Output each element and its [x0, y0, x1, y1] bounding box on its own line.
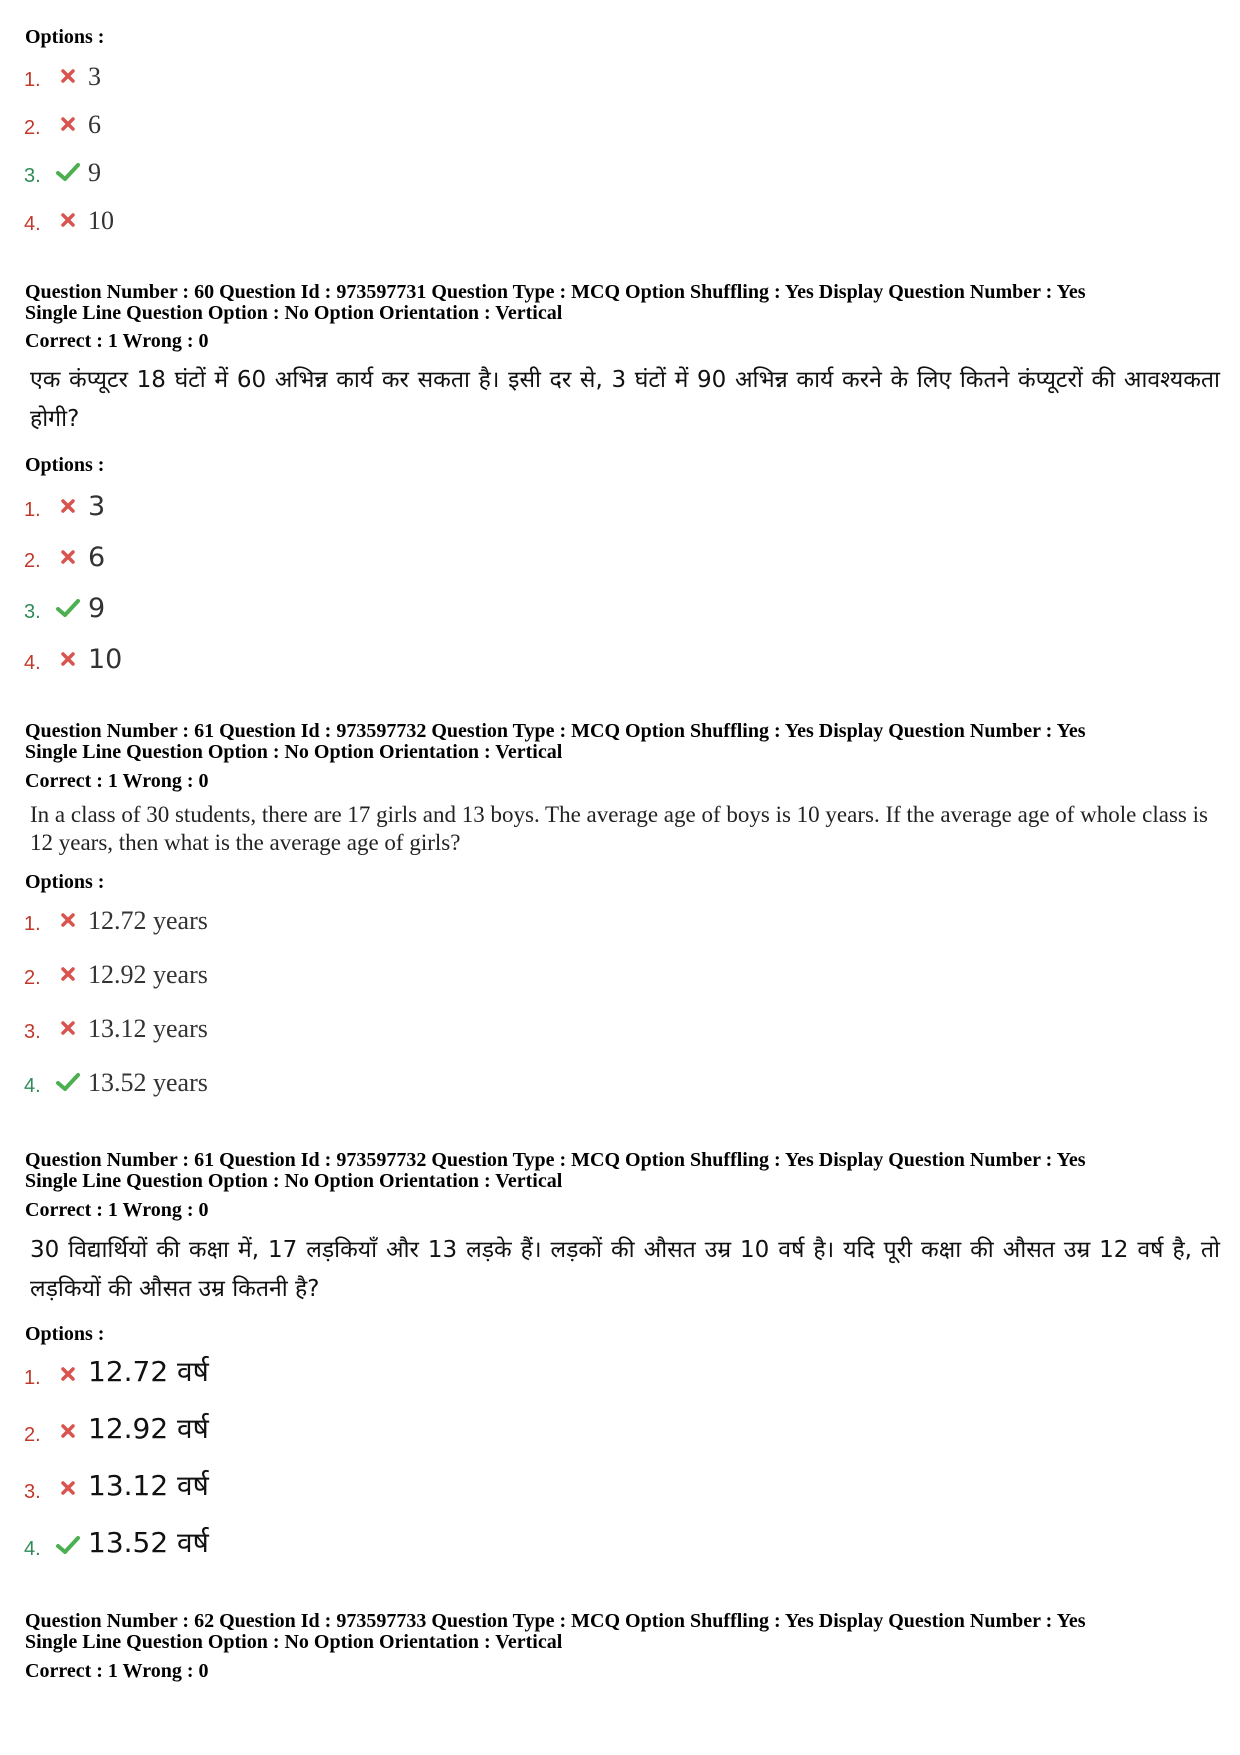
option-value: 12.92 वर्ष — [88, 1412, 209, 1445]
option-item — [24, 1464, 209, 1504]
option-number: 2. — [24, 1424, 41, 1446]
option-item — [24, 584, 105, 624]
question-meta-line2: Single Line Question Option : No Option Orientation : Vertical — [25, 1631, 563, 1653]
options-label: Options : — [25, 1323, 105, 1345]
option-number: 3. — [24, 1481, 41, 1503]
options-label: Options : — [25, 26, 105, 48]
option-item — [24, 635, 122, 675]
cross-icon — [48, 960, 88, 988]
check-icon — [48, 1531, 88, 1559]
check-icon — [48, 594, 88, 622]
option-number: 4. — [24, 1538, 41, 1560]
option-item — [24, 196, 114, 236]
cross-icon — [48, 1474, 88, 1502]
option-value: 13.12 years — [88, 1014, 208, 1043]
option-number: 1. — [24, 69, 41, 91]
option-item — [24, 533, 105, 573]
option-value: 3 — [88, 491, 106, 522]
cross-icon — [48, 1014, 88, 1042]
option-item — [24, 52, 101, 92]
option-value: 12.92 years — [88, 960, 208, 989]
question-text: एक कंप्यूटर 18 घंटों में 60 अभिन्न कार्य कर सकता है। इसी दर से, 3 घंटों में 90 अभिन्न कार्य करने के लिए कितने कंप्यूटरों की आवश्यकता होगी? — [30, 367, 1220, 432]
option-value: 3 — [88, 62, 101, 91]
question-meta-line2: Single Line Question Option : No Option Orientation : Vertical — [25, 302, 563, 324]
cross-icon — [48, 110, 88, 138]
option-item — [24, 100, 101, 140]
option-number: 3. — [24, 601, 41, 623]
cross-icon — [48, 206, 88, 234]
option-number: 1. — [24, 1367, 41, 1389]
option-item — [24, 148, 101, 188]
option-number: 4. — [24, 213, 41, 235]
option-item — [24, 1407, 209, 1447]
cross-icon — [48, 906, 88, 934]
question-meta-line1: Question Number : 62 Question Id : 973597733 Question Type : MCQ Option Shuffling : Yes Display Question Number : Yes — [25, 1610, 1086, 1632]
option-number: 1. — [24, 913, 41, 935]
question-marks: Correct : 1 Wrong : 0 — [25, 330, 209, 352]
option-value: 13.52 वर्ष — [88, 1526, 209, 1559]
question-marks: Correct : 1 Wrong : 0 — [25, 1199, 209, 1221]
option-value: 10 — [88, 644, 123, 675]
option-number: 2. — [24, 117, 41, 139]
option-value: 10 — [88, 206, 114, 235]
cross-icon — [48, 543, 88, 571]
option-item — [24, 1350, 209, 1390]
question-marks: Correct : 1 Wrong : 0 — [25, 770, 209, 792]
option-item — [24, 1004, 208, 1044]
check-icon — [48, 158, 88, 186]
option-value: 9 — [88, 593, 106, 624]
option-item — [24, 950, 208, 990]
check-icon — [48, 1068, 88, 1096]
option-value: 9 — [88, 158, 101, 187]
option-number: 4. — [24, 652, 41, 674]
option-item — [24, 1058, 208, 1098]
option-number: 3. — [24, 1021, 41, 1043]
question-marks: Correct : 1 Wrong : 0 — [25, 1660, 209, 1682]
option-value: 12.72 years — [88, 906, 208, 935]
options-label: Options : — [25, 454, 105, 476]
option-value: 6 — [88, 110, 101, 139]
question-meta-line1: Question Number : 61 Question Id : 973597732 Question Type : MCQ Option Shuffling : Yes Display Question Number : Yes — [25, 720, 1086, 742]
option-number: 3. — [24, 165, 41, 187]
option-number: 1. — [24, 499, 41, 521]
question-meta-line1: Question Number : 61 Question Id : 973597732 Question Type : MCQ Option Shuffling : Yes Display Question Number : Yes — [25, 1149, 1086, 1171]
question-meta-line2: Single Line Question Option : No Option Orientation : Vertical — [25, 1170, 563, 1192]
options-label: Options : — [25, 871, 105, 893]
option-number: 2. — [24, 550, 41, 572]
option-value: 13.52 years — [88, 1068, 208, 1097]
option-item — [24, 482, 105, 522]
cross-icon — [48, 62, 88, 90]
option-item — [24, 1521, 209, 1561]
question-text: In a class of 30 students, there are 17 girls and 13 boys. The average age of boys is 10 years. If the average age of whole class is 12 years, then what is the average age of girls? — [30, 802, 1208, 855]
option-value: 6 — [88, 542, 106, 573]
option-number: 4. — [24, 1075, 41, 1097]
question-text: 30 विद्यार्थियों की कक्षा में, 17 लड़कियाँ और 13 लड़के हैं। लड़कों की औसत उम्र 10 वर्ष है। यदि पूरी कक्षा की औसत उम्र 12 वर्ष है, तो लड़कियों की औसत उम्र कितनी है? — [30, 1237, 1220, 1302]
cross-icon — [48, 1417, 88, 1445]
option-number: 2. — [24, 967, 41, 989]
option-item — [24, 896, 208, 936]
option-value: 12.72 वर्ष — [88, 1355, 209, 1388]
question-meta-line1: Question Number : 60 Question Id : 973597731 Question Type : MCQ Option Shuffling : Yes Display Question Number : Yes — [25, 281, 1086, 303]
cross-icon — [48, 1360, 88, 1388]
question-meta-line2: Single Line Question Option : No Option Orientation : Vertical — [25, 741, 563, 763]
cross-icon — [48, 645, 88, 673]
option-value: 13.12 वर्ष — [88, 1469, 209, 1502]
cross-icon — [48, 492, 88, 520]
